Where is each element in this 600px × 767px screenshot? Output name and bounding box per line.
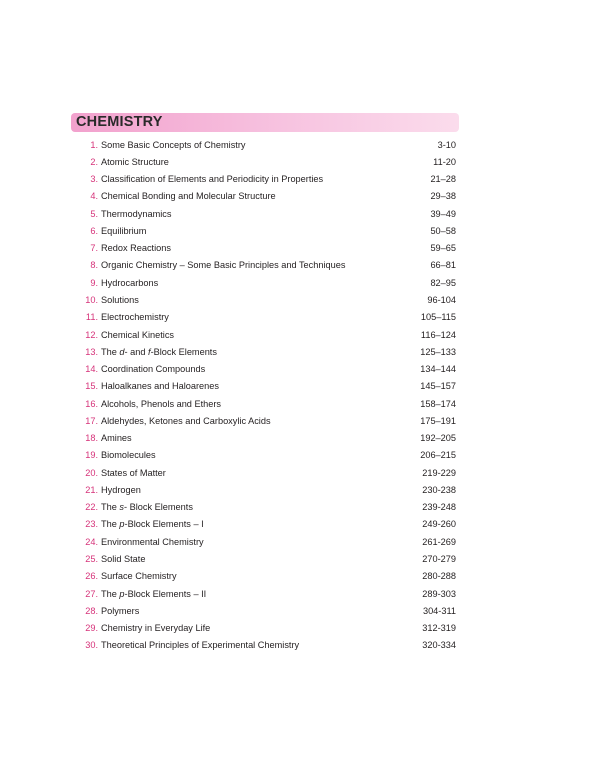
chapter-number: 29. bbox=[85, 623, 98, 634]
toc-entry bbox=[78, 343, 456, 360]
chapter-number: 27. bbox=[85, 588, 98, 599]
chapter-title: Haloalkanes and Haloarenes bbox=[101, 381, 219, 392]
page-range: 3-10 bbox=[437, 139, 456, 150]
chapter-number: 21. bbox=[85, 484, 98, 495]
chapter-number: 30. bbox=[85, 640, 98, 651]
toc-entry bbox=[78, 395, 456, 412]
chapter-number: 15. bbox=[85, 381, 98, 392]
chapter-number: 28. bbox=[85, 605, 98, 616]
chapter-title: Environmental Chemistry bbox=[101, 536, 204, 547]
chapter-title: Equilibrium bbox=[101, 225, 147, 236]
page-range: 145–157 bbox=[420, 381, 456, 392]
page-range: 219-229 bbox=[422, 467, 456, 478]
page-range: 239-248 bbox=[422, 502, 456, 513]
toc-entry bbox=[78, 378, 456, 395]
toc-entry bbox=[78, 464, 456, 481]
chapter-title: Surface Chemistry bbox=[101, 571, 177, 582]
section-heading-bar bbox=[71, 113, 459, 132]
page-range: 59–65 bbox=[430, 243, 456, 254]
chapter-title: Some Basic Concepts of Chemistry bbox=[101, 139, 246, 150]
page-range: 96-104 bbox=[427, 295, 456, 306]
chapter-number: 7. bbox=[90, 243, 98, 254]
page-range: 289-303 bbox=[422, 588, 456, 599]
chapter-title: The s- Block Elements bbox=[101, 502, 193, 513]
toc-entry bbox=[78, 619, 456, 636]
page-range: 175–191 bbox=[420, 415, 456, 426]
chapter-number: 10. bbox=[85, 295, 98, 306]
toc-entry bbox=[78, 533, 456, 550]
chapter-title: Thermodynamics bbox=[101, 208, 172, 219]
chapter-number: 26. bbox=[85, 571, 98, 582]
chapter-number: 25. bbox=[85, 554, 98, 564]
chapter-title: Hydrocarbons bbox=[101, 277, 159, 288]
page-range: 50–58 bbox=[430, 225, 456, 236]
page-range: 29–38 bbox=[430, 191, 456, 202]
chapter-number: 4. bbox=[90, 191, 98, 202]
toc-entry bbox=[78, 205, 456, 222]
page-range: 304-311 bbox=[422, 605, 456, 616]
toc-entry bbox=[78, 481, 456, 498]
chapter-number: 9. bbox=[90, 277, 98, 288]
toc-entry bbox=[78, 499, 456, 516]
chapter-number: 16. bbox=[85, 398, 98, 409]
chapter-title: Theoretical Principles of Experimental Chemistry bbox=[101, 640, 300, 651]
chapter-number: 6. bbox=[90, 225, 98, 236]
chapter-title: Chemical Bonding and Molecular Structure bbox=[101, 191, 276, 202]
page-range: 116–124 bbox=[420, 329, 456, 340]
toc-entry bbox=[78, 326, 456, 343]
toc-entry bbox=[78, 222, 456, 239]
chapter-number: 12. bbox=[85, 329, 98, 340]
section-heading: CHEMISTRY bbox=[76, 114, 163, 130]
chapter-title: Amines bbox=[101, 433, 132, 444]
chapter-number: 22. bbox=[85, 502, 98, 513]
page-range: 261-269 bbox=[422, 536, 456, 547]
chapter-number: 8. bbox=[90, 260, 98, 271]
chapter-number: 11. bbox=[85, 312, 98, 323]
toc-entry bbox=[78, 171, 456, 188]
chapter-title: The p-Block Elements – II bbox=[101, 588, 207, 599]
chapter-title: The d- and f-Block Elements bbox=[101, 346, 217, 357]
chapter-title: Chemical Kinetics bbox=[101, 329, 175, 340]
chapter-title: Coordination Compounds bbox=[101, 364, 206, 375]
chapter-title: The p-Block Elements – I bbox=[101, 519, 204, 530]
chapter-title: Classification of Elements and Periodicity in Properties bbox=[101, 174, 324, 185]
page-range: 134–144 bbox=[420, 364, 456, 375]
page-range: 82–95 bbox=[430, 277, 456, 288]
toc-entry bbox=[78, 602, 456, 619]
toc-entry bbox=[78, 447, 456, 464]
table-of-contents bbox=[78, 136, 456, 654]
chapter-number: 13. bbox=[85, 346, 98, 357]
page-range: 21–28 bbox=[430, 174, 456, 185]
chapter-title: Chemistry in Everyday Life bbox=[101, 623, 211, 634]
chapter-title: Aldehydes, Ketones and Carboxylic Acids bbox=[101, 415, 271, 426]
toc-entry bbox=[78, 257, 456, 274]
toc-entry bbox=[78, 585, 456, 602]
page-range: 249-260 bbox=[422, 519, 456, 530]
page-range: 320-334 bbox=[422, 640, 456, 651]
chapter-title: Biomolecules bbox=[101, 450, 156, 461]
page-range: 192–205 bbox=[420, 433, 456, 444]
chapter-number: 5. bbox=[90, 208, 98, 219]
toc-entry bbox=[78, 637, 456, 654]
chapter-number: 24. bbox=[85, 536, 98, 547]
chapter-title: Electrochemistry bbox=[101, 312, 169, 323]
toc-entry bbox=[78, 188, 456, 205]
chapter-number: 20. bbox=[85, 467, 98, 478]
page-range: 230-238 bbox=[422, 484, 456, 495]
chapter-title: Organic Chemistry – Some Basic Principles and Techniques bbox=[101, 260, 346, 271]
chapter-title: Polymers bbox=[101, 605, 140, 616]
toc-entry bbox=[78, 550, 456, 567]
toc-entry bbox=[78, 240, 456, 257]
page-range: 39–49 bbox=[430, 208, 456, 219]
toc-entry bbox=[78, 360, 456, 377]
chapter-number: 17. bbox=[85, 415, 98, 426]
chapter-number: 19. bbox=[85, 450, 98, 461]
page-range: 280-288 bbox=[422, 571, 456, 582]
toc-entry bbox=[78, 153, 456, 170]
toc-entry bbox=[78, 136, 456, 153]
page-range: 105–115 bbox=[420, 312, 456, 323]
chapter-title: Solid State bbox=[101, 554, 146, 564]
toc-entry bbox=[78, 309, 456, 326]
chapter-number: 18. bbox=[85, 433, 98, 444]
toc-entry bbox=[78, 430, 456, 447]
chapter-title: Atomic Structure bbox=[101, 156, 169, 167]
page-range: 270-279 bbox=[422, 554, 456, 564]
page-range: 312-319 bbox=[422, 623, 456, 634]
page-range: 158–174 bbox=[420, 398, 456, 409]
chapter-number: 1. bbox=[90, 139, 98, 150]
chapter-number: 3. bbox=[90, 174, 98, 185]
chapter-title: Alcohols, Phenols and Ethers bbox=[101, 398, 222, 409]
chapter-number: 23. bbox=[85, 519, 98, 530]
toc-entry bbox=[78, 568, 456, 585]
page-range: 66–81 bbox=[430, 260, 456, 271]
chapter-title: Redox Reactions bbox=[101, 243, 171, 254]
chapter-number: 2. bbox=[90, 156, 98, 167]
chapter-number: 14. bbox=[85, 364, 98, 375]
toc-entry bbox=[78, 291, 456, 308]
chapter-title: States of Matter bbox=[101, 467, 166, 478]
chapter-title: Hydrogen bbox=[101, 484, 141, 495]
toc-entry bbox=[78, 412, 456, 429]
toc-entry bbox=[78, 274, 456, 291]
toc-entry bbox=[78, 516, 456, 533]
chapter-title: Solutions bbox=[101, 295, 139, 306]
page-range: 11-20 bbox=[433, 156, 456, 167]
page-range: 125–133 bbox=[420, 346, 456, 357]
page-range: 206–215 bbox=[420, 450, 456, 461]
